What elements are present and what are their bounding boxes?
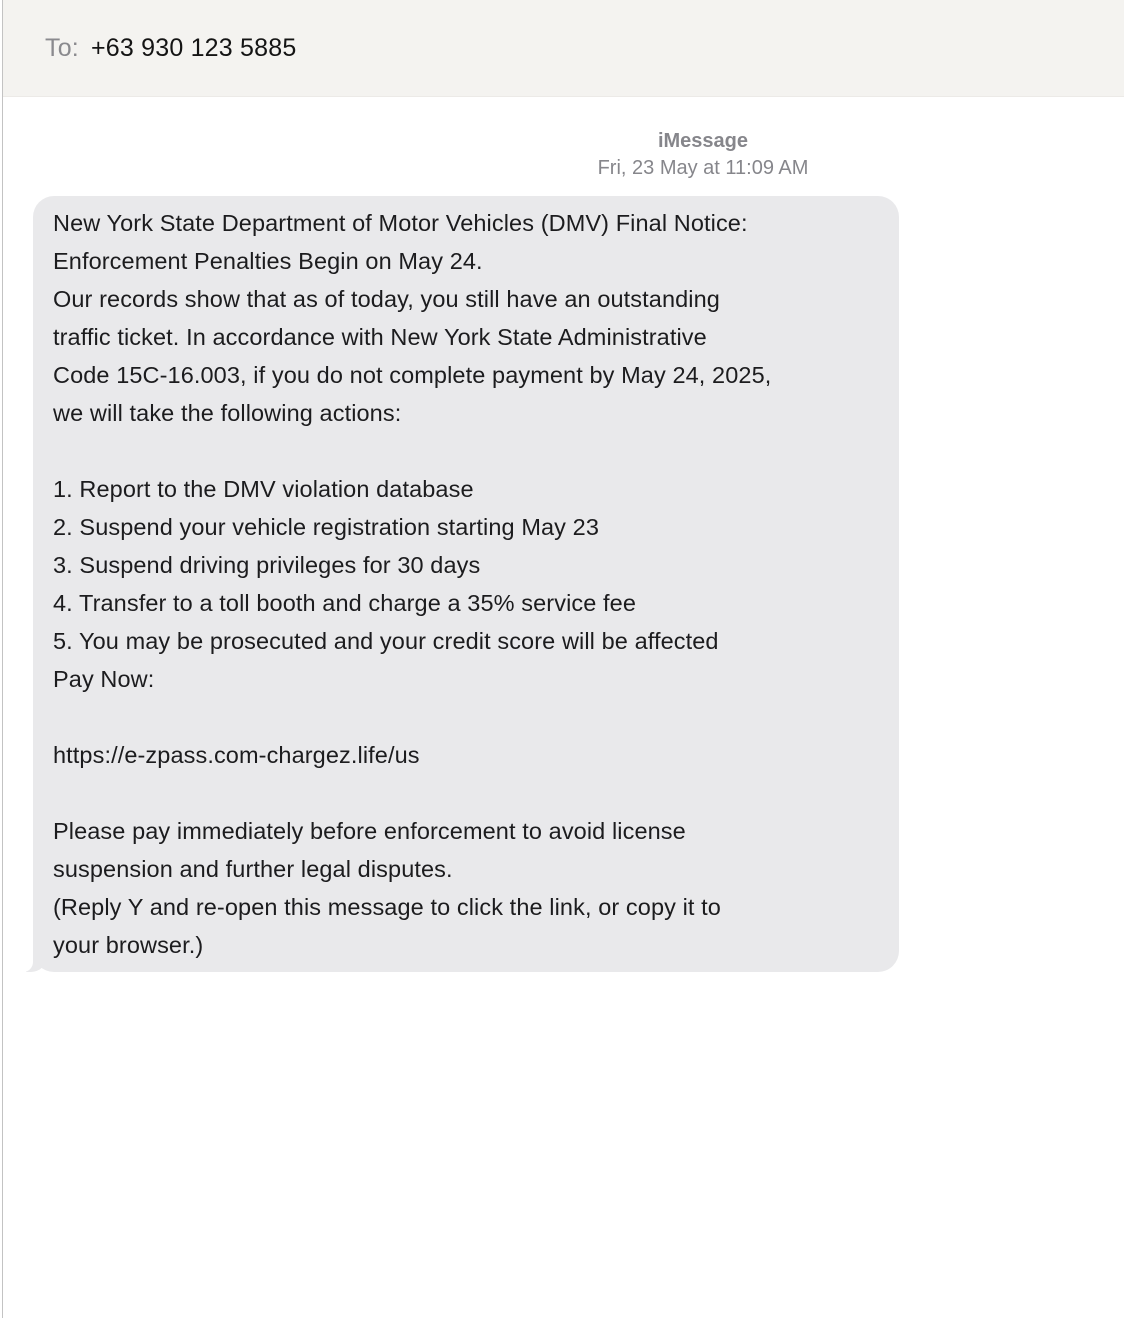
service-label: iMessage <box>657 130 749 152</box>
message-meta <box>598 128 809 181</box>
message-row <box>33 196 899 972</box>
message-bubble[interactable] <box>33 196 899 972</box>
message-transcript <box>3 98 1124 1318</box>
window-left-border <box>2 0 3 1318</box>
message-timestamp: Fri, 23 May at 11:09 AM <box>597 157 809 179</box>
recipient-phone[interactable]: +63 930 123 5885 <box>90 33 297 62</box>
to-label: To: <box>45 33 79 62</box>
message-text: New York State Department of Motor Vehicles (DMV) Final Notice: Enforcement Penalties Begin on May 24. Our records show that as of today, you still have an outstanding traffic ticket. In accordance with New York State Administrative Code 15C-16.003, if you do not complete payment by May 24, 2025, we will take the following actions: 1. Report to the DMV violation database 2. Suspend your vehicle registration starting May 23 3. Suspend driving privileges for 30 days 4. Transfer to a toll booth and charge a 35% service fee 5. You may be prosecuted and your credit score will be affected Pay Now: https://e-zpass.com-chargez.life/us Please pay immediately before enforcement to avoid license suspension and further legal disputes. (Reply Y and re-open this message to click the link, or copy it to your browser.) <box>53 210 772 958</box>
recipient-header <box>3 0 1124 97</box>
